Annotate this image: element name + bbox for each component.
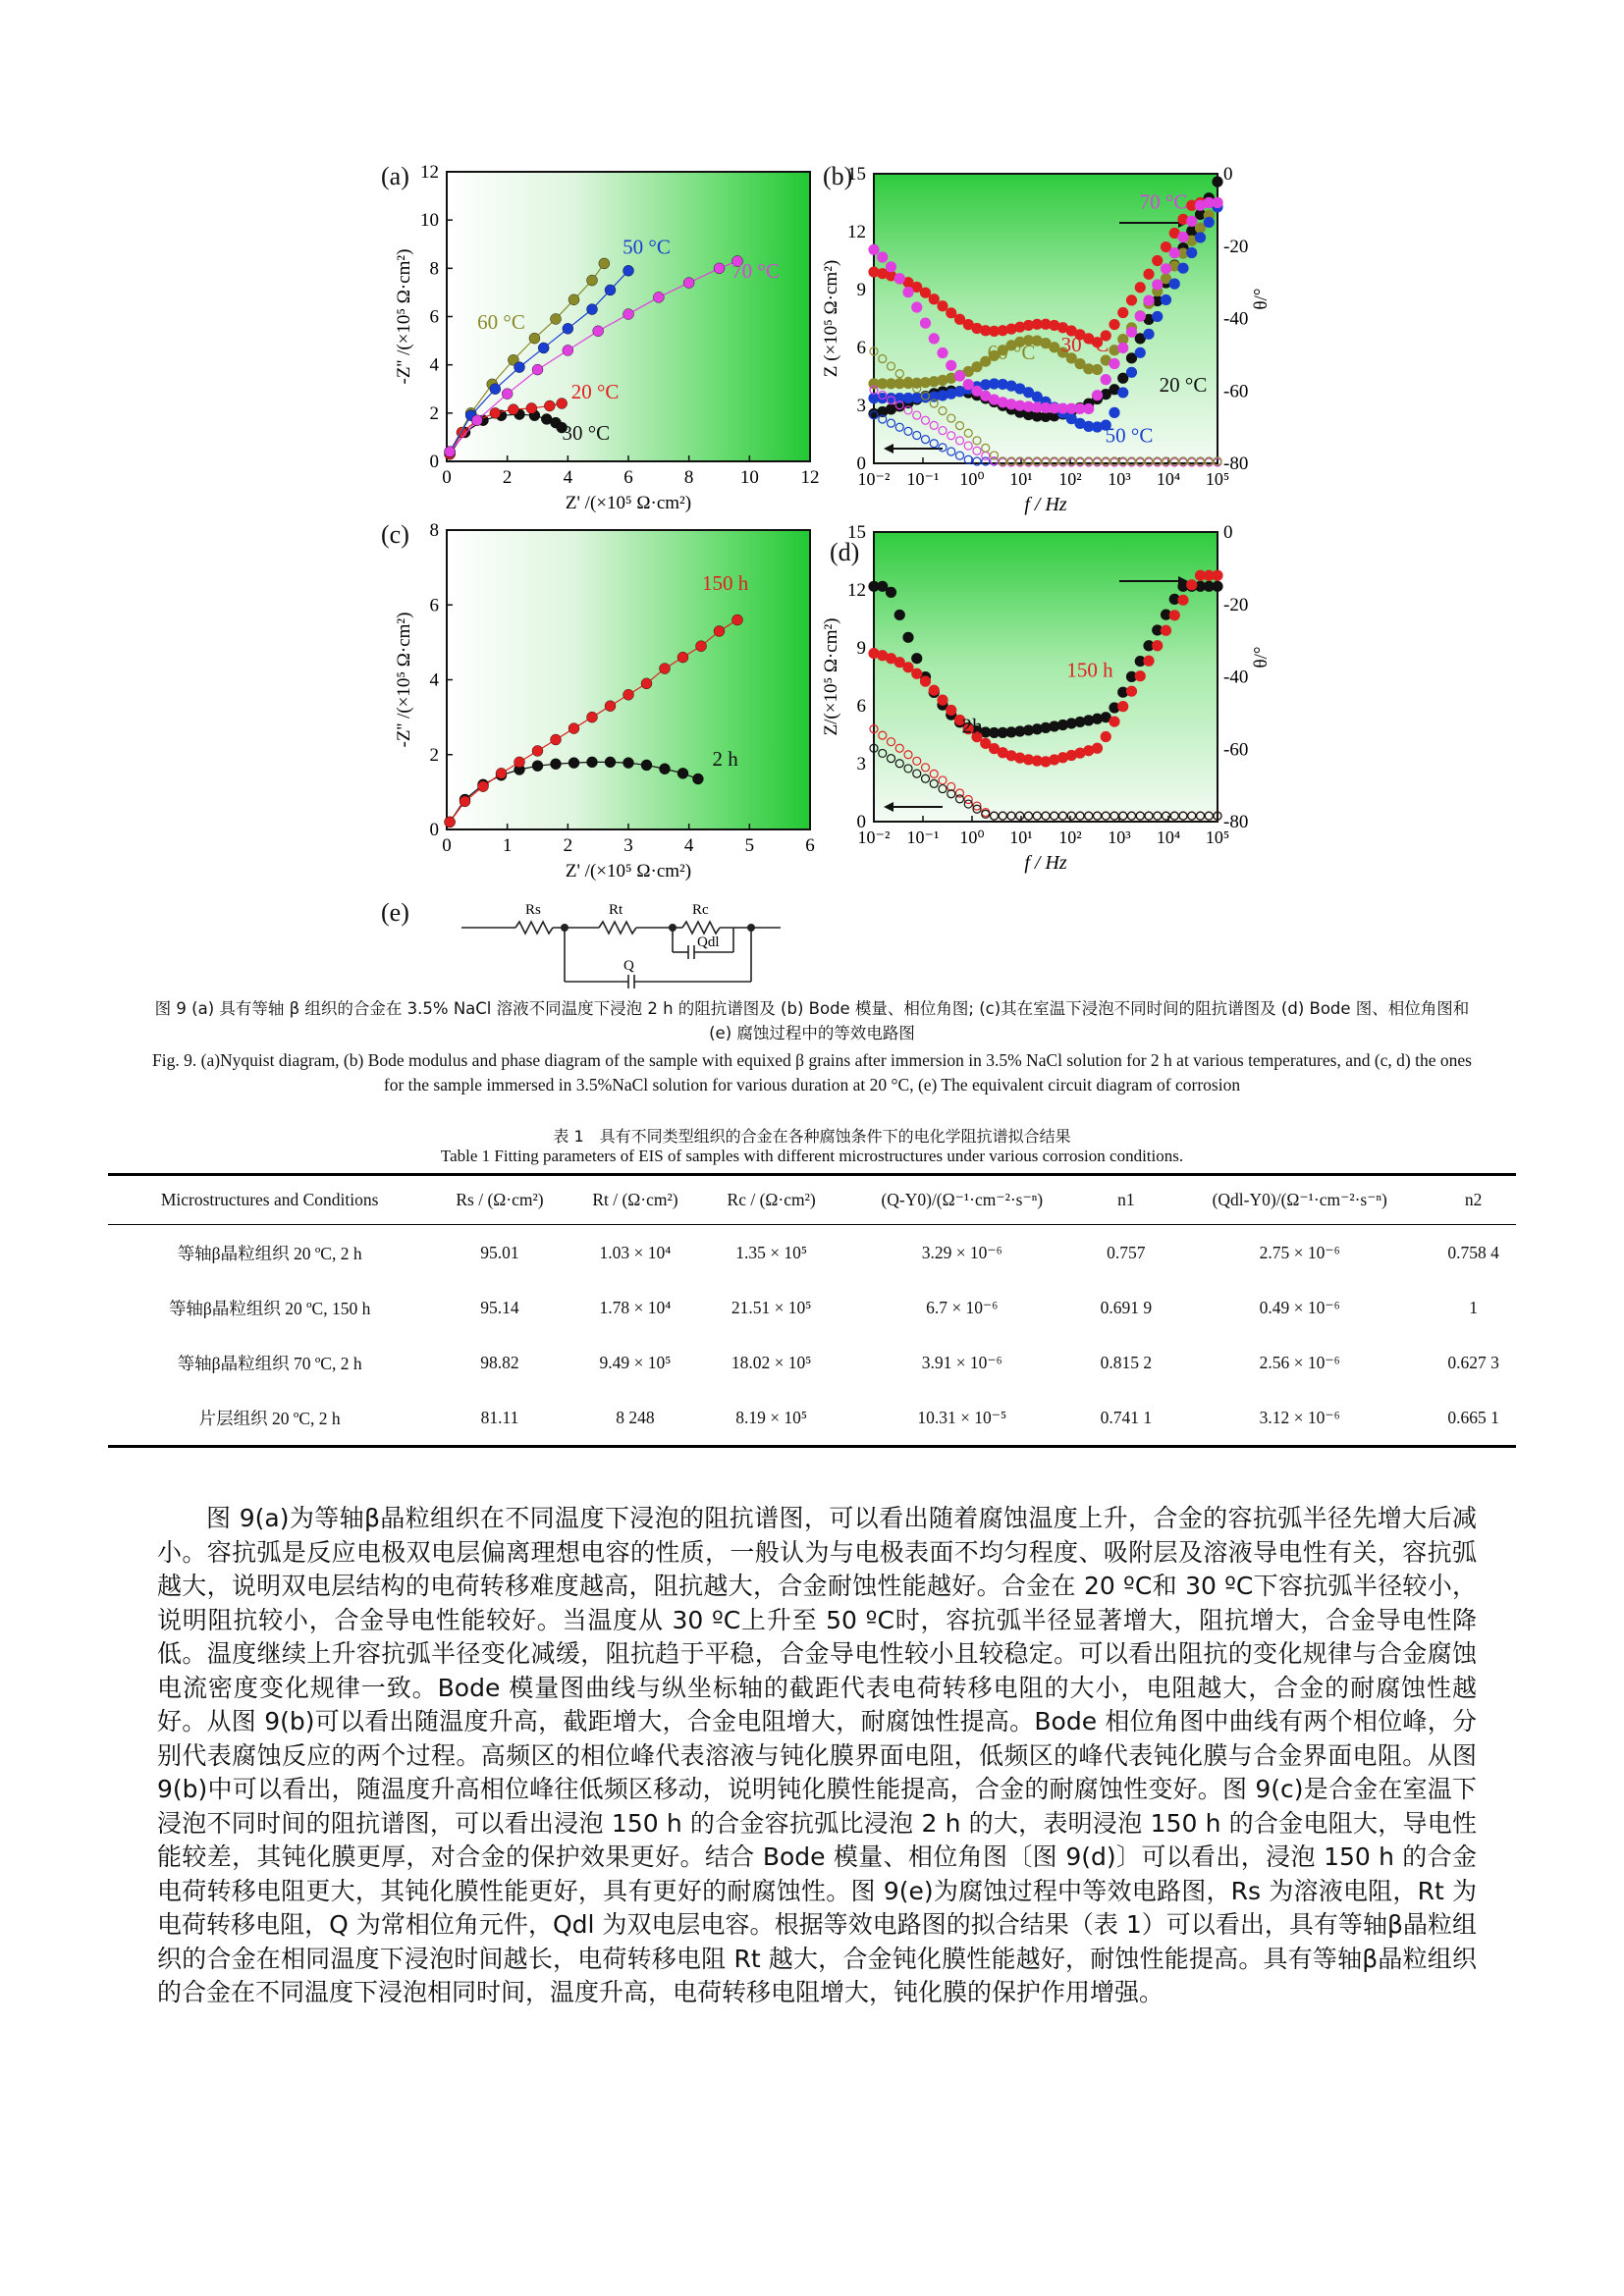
data-point xyxy=(1162,294,1171,304)
x-tick-label: 3 xyxy=(623,835,633,856)
series-label: 20 °C xyxy=(1159,373,1208,398)
x-tick-label: 8 xyxy=(683,467,694,488)
data-point xyxy=(947,308,956,318)
table-cell: 3.29 × 10⁻⁶ xyxy=(921,1242,1002,1262)
data-point xyxy=(587,757,598,768)
x-tick-label: 10⁻¹ xyxy=(906,469,940,489)
data-point xyxy=(1093,743,1103,753)
data-point xyxy=(532,761,543,772)
y-right-tick-label: -80 xyxy=(1223,812,1249,832)
table-cell: 0.691 9 xyxy=(1100,1297,1153,1317)
table-header: (Qdl-Y0)/(Ω⁻¹·cm⁻²·s⁻ⁿ) xyxy=(1168,1175,1431,1225)
table-cell: 1 xyxy=(1469,1297,1478,1317)
data-point xyxy=(903,288,913,297)
table-cell: 95.14 xyxy=(480,1297,519,1317)
x-tick-label: 10⁰ xyxy=(959,828,985,847)
x-tick-label: 10² xyxy=(1058,828,1082,847)
chart-a xyxy=(373,162,835,530)
y-tick-label: 12 xyxy=(847,580,866,601)
table-row xyxy=(108,1335,1516,1390)
data-point xyxy=(478,781,489,792)
data-point xyxy=(947,360,956,370)
data-point xyxy=(677,768,688,778)
circuit-label-rt: Rt xyxy=(609,902,623,918)
y-tick-label: 15 xyxy=(847,164,866,185)
data-point xyxy=(653,292,664,302)
data-point xyxy=(1127,367,1137,377)
data-point xyxy=(660,764,671,774)
x-tick-label: 10⁴ xyxy=(1156,469,1181,489)
x-tick-label: 6 xyxy=(805,835,815,856)
data-point xyxy=(623,758,634,769)
x-tick-label: 2 xyxy=(563,835,573,856)
y-tick-label: 4 xyxy=(429,354,439,376)
table-cell: 81.11 xyxy=(431,1390,568,1447)
x-tick-label: 10⁴ xyxy=(1156,828,1181,847)
table-header: Rs / (Ω·cm²) xyxy=(431,1175,568,1225)
data-point xyxy=(587,275,598,286)
series-label: 50 °C xyxy=(1105,423,1154,448)
data-point xyxy=(563,345,573,355)
data-point xyxy=(887,262,896,272)
data-point xyxy=(460,796,470,807)
data-point xyxy=(544,400,555,411)
x-axis-label: Z' /(×10⁵ Ω·cm²) xyxy=(565,493,692,513)
data-point xyxy=(1187,216,1197,226)
table-header: (Q-Y0)/(Ω⁻¹·cm⁻²·s⁻ⁿ) xyxy=(840,1175,1083,1225)
table-cell: 1.35 × 10⁵ xyxy=(735,1242,808,1262)
data-point xyxy=(1110,320,1119,330)
table-cell: 21.51 × 10⁵ xyxy=(731,1297,812,1317)
x-tick-label: 1 xyxy=(502,835,513,856)
x-tick-label: 10³ xyxy=(1108,828,1131,847)
data-point xyxy=(623,689,634,700)
table-cell: 0.815 2 xyxy=(1100,1352,1153,1372)
table-cell: 3.12 × 10⁻⁶ xyxy=(1168,1390,1431,1447)
data-point xyxy=(1101,732,1110,742)
data-point xyxy=(526,402,537,413)
data-point xyxy=(1135,671,1145,681)
table-cell: 98.82 xyxy=(480,1352,519,1372)
y-right-axis-label: θ/° xyxy=(1251,288,1272,310)
data-point xyxy=(1101,375,1110,385)
data-point xyxy=(696,641,707,652)
data-point xyxy=(1110,717,1119,726)
data-point xyxy=(529,333,540,344)
chart-c xyxy=(373,520,835,893)
figure-caption-en: Fig. 9. (a)Nyquist diagram, (b) Bode modulus and phase diagram of the sample with equixed β grains after immersion in 3.5% NaCl solution for 2 h at various temperatures, and (c, d) the ones for the sample immersed in 3.5%NaCl solution for various duration at 20 °C, (e) The equivalent circuit diagram of corrosion xyxy=(152,1050,1472,1095)
data-point xyxy=(641,760,652,771)
data-point xyxy=(1204,217,1214,227)
data-point xyxy=(514,362,525,373)
data-point xyxy=(532,745,543,756)
data-point xyxy=(1118,388,1128,398)
data-point xyxy=(929,294,939,304)
data-point xyxy=(1127,327,1137,337)
data-point xyxy=(1213,570,1222,580)
y-tick-label: 12 xyxy=(420,162,439,183)
data-point xyxy=(869,244,879,254)
data-point xyxy=(972,362,982,372)
data-point xyxy=(1187,248,1197,258)
table-cell: 2.75 × 10⁻⁶ xyxy=(1259,1242,1340,1262)
x-tick-label: 6 xyxy=(623,467,633,488)
series-label: 50 °C xyxy=(623,235,671,259)
data-point xyxy=(568,723,579,734)
data-point xyxy=(623,309,634,320)
series-label: 70 °C xyxy=(1139,189,1188,214)
chart-d xyxy=(815,520,1276,893)
data-point xyxy=(1169,248,1179,258)
y-right-tick-label: -60 xyxy=(1223,381,1249,402)
table-cell: 0.741 1 xyxy=(1083,1390,1168,1447)
data-point xyxy=(557,399,568,409)
y-tick-label: 15 xyxy=(847,522,866,543)
y-tick-label: 10 xyxy=(420,210,439,232)
data-point xyxy=(878,581,888,591)
y-right-tick-label: -40 xyxy=(1223,667,1249,688)
data-point xyxy=(1135,283,1145,293)
x-tick-label: 10⁻¹ xyxy=(906,828,940,847)
data-point xyxy=(490,407,501,418)
data-point xyxy=(1196,233,1206,242)
y-axis-label: Z/(×10⁵ Ω·cm²) xyxy=(821,617,841,736)
data-point xyxy=(445,447,456,457)
series-label: 150 h xyxy=(1066,658,1113,682)
data-point xyxy=(1178,233,1188,242)
x-tick-label: 5 xyxy=(744,835,755,856)
data-point xyxy=(1118,373,1128,383)
data-point xyxy=(912,654,922,664)
data-point xyxy=(587,712,598,722)
y-right-axis-label: θ/° xyxy=(1251,646,1272,668)
x-axis-label: f / Hz xyxy=(1024,494,1067,515)
data-point xyxy=(903,663,913,672)
data-point xyxy=(1162,625,1171,635)
data-point xyxy=(938,695,947,705)
y-tick-label: 0 xyxy=(429,820,439,840)
circuit-label-q: Q xyxy=(623,958,634,974)
x-tick-label: 12 xyxy=(800,467,820,488)
table-cell: 18.02 × 10⁵ xyxy=(731,1352,812,1372)
data-point xyxy=(568,294,579,305)
data-point xyxy=(1118,343,1128,352)
y-tick-label: 9 xyxy=(856,280,866,300)
table-header: Rt / (Ω·cm²) xyxy=(568,1175,703,1225)
data-point xyxy=(568,758,579,769)
data-point xyxy=(1127,295,1137,305)
series-label: 150 h xyxy=(702,571,749,595)
table-cell: 等轴β晶粒组织 70 ºC, 2 h xyxy=(177,1353,362,1373)
y-axis-label: -Z'' /(×10⁵ Ω·cm²) xyxy=(394,612,414,748)
data-point xyxy=(1144,656,1154,666)
y-right-tick-label: -60 xyxy=(1223,739,1249,761)
y-tick-label: 6 xyxy=(856,338,866,358)
data-point xyxy=(1135,311,1145,321)
table-header: n1 xyxy=(1083,1175,1168,1225)
y-right-tick-label: 0 xyxy=(1223,522,1233,543)
table-cell: 1.03 × 10⁴ xyxy=(599,1242,672,1262)
data-point xyxy=(938,301,947,311)
data-point xyxy=(1213,581,1222,591)
y-axis-label: -Z'' /(×10⁵ Ω·cm²) xyxy=(394,248,414,385)
y-tick-label: 8 xyxy=(429,258,439,280)
x-tick-label: 10⁻² xyxy=(857,828,891,847)
series-label: 20 °C xyxy=(570,380,620,404)
data-point xyxy=(714,263,725,274)
table-cell: 8 248 xyxy=(568,1390,703,1447)
data-point xyxy=(1153,311,1163,321)
x-tick-label: 10⁵ xyxy=(1205,469,1230,489)
data-point xyxy=(490,384,501,395)
table-cell: 0.49 × 10⁻⁶ xyxy=(1259,1297,1340,1317)
eis-fitting-table xyxy=(108,1173,1516,1448)
data-point xyxy=(887,587,896,597)
data-point xyxy=(1127,353,1137,363)
table-cell: 10.31 × 10⁻⁵ xyxy=(840,1390,1083,1447)
y-right-tick-label: -80 xyxy=(1223,454,1249,474)
series-label: 60 °C xyxy=(477,309,525,334)
table-cell: 2.56 × 10⁻⁶ xyxy=(1259,1352,1340,1372)
y-tick-label: 8 xyxy=(429,520,439,541)
data-point xyxy=(532,364,543,375)
data-point xyxy=(1144,329,1154,339)
data-point xyxy=(1110,407,1119,417)
chart-b xyxy=(815,162,1276,530)
table-title-en: Table 1 Fitting parameters of EIS of samples with different microstructures under various corrosion conditions. xyxy=(440,1147,1184,1165)
x-tick-label: 10⁻² xyxy=(857,469,891,489)
x-axis-label: Z' /(×10⁵ Ω·cm²) xyxy=(565,861,692,881)
table-row xyxy=(108,1225,1516,1281)
table-row xyxy=(108,1280,1516,1335)
data-point xyxy=(502,389,513,400)
table-cell: 1.78 × 10⁴ xyxy=(599,1297,672,1317)
table-cell: 等轴β晶粒组织 20 ºC, 2 h xyxy=(177,1243,362,1263)
x-tick-label: 10³ xyxy=(1108,469,1131,489)
series-label: 70 °C xyxy=(731,259,780,284)
series-label: 60 °C xyxy=(987,340,1036,364)
data-point xyxy=(1118,308,1128,318)
data-point xyxy=(1153,280,1163,290)
data-point xyxy=(1187,580,1197,590)
x-tick-label: 10⁰ xyxy=(959,469,985,489)
data-point xyxy=(1169,279,1179,289)
data-point xyxy=(587,304,598,315)
body-text xyxy=(157,1502,1477,2010)
y-tick-label: 3 xyxy=(856,754,866,774)
data-point xyxy=(1144,295,1154,305)
table-cell: 9.49 × 10⁵ xyxy=(599,1352,672,1372)
data-point xyxy=(947,705,956,715)
data-point xyxy=(538,343,549,353)
plot-area xyxy=(447,530,810,829)
data-point xyxy=(1153,256,1163,266)
data-point xyxy=(683,278,694,289)
table-cell: 0.758 4 xyxy=(1447,1242,1499,1262)
data-point xyxy=(496,768,507,778)
data-point xyxy=(514,757,525,768)
panel-label-c: (c) xyxy=(381,520,409,549)
x-tick-label: 4 xyxy=(563,467,573,488)
table-row xyxy=(108,1390,1516,1447)
x-tick-label: 4 xyxy=(683,835,694,856)
data-point xyxy=(1135,347,1145,357)
data-point xyxy=(732,614,743,625)
data-point xyxy=(955,371,965,381)
data-point xyxy=(605,757,616,768)
data-point xyxy=(1144,269,1154,279)
x-tick-label: 0 xyxy=(442,467,452,488)
series-label: 2 h xyxy=(712,747,738,772)
data-point xyxy=(1153,641,1163,651)
y-tick-label: 6 xyxy=(856,696,866,717)
data-point xyxy=(551,759,562,770)
circuit-label-qdl: Qdl xyxy=(697,934,720,950)
data-point xyxy=(1162,264,1171,274)
data-point xyxy=(912,302,922,312)
y-tick-label: 6 xyxy=(429,595,439,616)
panel-label-d: (d) xyxy=(830,538,860,566)
data-point xyxy=(508,404,518,415)
data-point xyxy=(1084,403,1094,413)
series-label: 30 °C xyxy=(562,420,611,445)
table-cell: 0.627 3 xyxy=(1447,1352,1499,1372)
data-point xyxy=(599,258,610,269)
data-point xyxy=(963,380,973,390)
data-point xyxy=(1093,365,1103,375)
table-cell: 6.7 × 10⁻⁶ xyxy=(926,1297,999,1317)
data-point xyxy=(1127,686,1137,696)
data-point xyxy=(903,632,913,642)
y-tick-label: 0 xyxy=(856,812,866,832)
y-axis-label: Z (×10⁵ Ω·cm²) xyxy=(821,259,841,378)
data-point xyxy=(563,323,573,334)
y-tick-label: 6 xyxy=(429,306,439,328)
y-tick-label: 0 xyxy=(856,454,866,474)
data-point xyxy=(1178,263,1188,273)
data-point xyxy=(1196,223,1206,233)
table-cell: 等轴β晶粒组织 20 ºC, 150 h xyxy=(168,1298,371,1318)
x-tick-label: 10¹ xyxy=(1009,828,1033,847)
y-tick-label: 12 xyxy=(847,222,866,242)
y-tick-label: 2 xyxy=(429,744,439,766)
circuit-label-rs: Rs xyxy=(525,902,541,918)
circuit-e xyxy=(457,898,810,996)
y-tick-label: 2 xyxy=(429,402,439,424)
table-title-cn: 表 1 具有不同类型组织的合金在各种腐蚀条件下的电化学阻抗谱拟合结果 xyxy=(553,1127,1071,1146)
data-point xyxy=(894,610,904,619)
y-right-tick-label: -20 xyxy=(1223,594,1249,615)
y-right-tick-label: 0 xyxy=(1223,164,1233,185)
panel-label-e: (e) xyxy=(381,898,409,927)
table-header: n2 xyxy=(1431,1175,1516,1225)
data-point xyxy=(1213,198,1222,208)
y-tick-label: 0 xyxy=(429,452,439,472)
series-label: 2h xyxy=(961,714,983,738)
x-tick-label: 10⁵ xyxy=(1205,828,1230,847)
figure-caption-cn: 图 9 (a) 具有等轴 β 组织的合金在 3.5% NaCl 溶液不同温度下浸泡 2 h 的阻抗谱图及 (b) Bode 模量、相位角图; (c)其在室温下浸泡不同时间的阻抗谱图及 (d) Bode 图、相位角图和 (e) 腐蚀过程中的等效电路图 xyxy=(154,999,1470,1042)
y-tick-label: 3 xyxy=(856,396,866,416)
x-tick-label: 10² xyxy=(1058,469,1082,489)
x-tick-label: 10 xyxy=(739,467,759,488)
data-point xyxy=(929,685,939,695)
data-point xyxy=(445,817,456,828)
panel-label-b: (b) xyxy=(823,162,853,190)
data-point xyxy=(1093,391,1103,400)
data-point xyxy=(1118,702,1128,712)
data-point xyxy=(660,664,671,674)
body-paragraph: 图 9(a)为等轴β晶粒组织在不同温度下浸泡的阻抗谱图，可以看出随着腐蚀温度上升，合金的容抗弧半径先增大后减小。容抗弧是反应电极双电层偏离理想电容的性质，一般认为与电极表面不均匀程度、吸附层及溶液导电性有关，容抗弧越大，说明双电层结构的电荷转移难度越高，阻抗越大，合金耐蚀性能越好。合金在 20 ºC和 30 ºC下容抗弧半径较小，说明阻抗较小，合金导电性能较好。当温度从 30 ºC上升至 50 ºC时，容抗弧半径显著增大，阻抗增大，合金导电性降低。温度继续上升容抗弧半径变化减缓，阻抗趋于平稳，合金导电性较小且较稳定。可以看出阻抗的变化规律与合金腐蚀电流密度变化规律一致。Bode 模量图曲线与纵坐标轴的截距代表电荷转移电阻的大小，电阻越大，合金的耐腐蚀性越好。从图 9(b)可以看出随温度升高，截距增大，合金电阻增大，耐腐蚀性提高。Bode 相位角图中曲线有两个相位峰，分别代表腐蚀反应的两个过程。高频区的相位峰代表溶液与钝化膜界面电阻，低频区的峰代表钝化膜与合金界面电阻。从图 9(b)中可以看出，随温度升高相位峰往低频区移动，说明钝化膜性能提高，合金的耐腐蚀性变好。图 9(c)是合金在室温下浸泡不同时间的阻抗谱图，可以看出浸泡 150 h 的合金容抗弧比浸泡 2 h 的大，表明浸泡 150 h 的合金电阻大，导电性能较差，其钝化膜更厚，对合金的保护效果更好。结合 Bode 模量、相位角图〔图 9(d)〕可以看出，浸泡 150 h 的合金电荷转移电阻更大，其钝化膜性能更好，具有更好的耐腐蚀性。图 9(e)为腐蚀过程中等效电路图，Rs 为溶液电阻，Rt 为电荷转移电阻，Q 为常相位角元件，Qdl 为双电层电容。根据等效电路图的拟合结果（表 1）可以看出，具有等轴β晶粒组织的合金在相同温度下浸泡时间越长，电荷转移电阻 Rt 越大，合金钝化膜性能越好，耐蚀性能提高。具有等轴β晶粒组织的合金在不同温度下浸泡相同时间，温度升高，电荷转移电阻增大，钝化膜的保护作用增强。 xyxy=(157,1504,1477,2006)
y-tick-label: 9 xyxy=(856,638,866,659)
table-header-row xyxy=(108,1175,1516,1225)
data-point xyxy=(714,625,725,636)
data-point xyxy=(1178,595,1188,605)
data-point xyxy=(938,348,947,358)
data-point xyxy=(1110,359,1119,369)
x-tick-label: 10¹ xyxy=(1009,469,1033,489)
table-cell: 3.91 × 10⁻⁶ xyxy=(921,1352,1002,1372)
data-point xyxy=(551,313,562,324)
table-cell: 0.665 1 xyxy=(1431,1390,1516,1447)
x-axis-label: f / Hz xyxy=(1024,852,1067,874)
data-point xyxy=(593,326,604,337)
x-tick-label: 2 xyxy=(502,467,513,488)
data-point xyxy=(692,774,703,784)
data-point xyxy=(921,676,931,686)
data-point xyxy=(551,734,562,745)
data-point xyxy=(605,701,616,712)
data-point xyxy=(471,415,482,426)
data-point xyxy=(641,678,652,689)
table-cell: 0.757 xyxy=(1107,1242,1146,1262)
table-cell: 片层组织 20 ºC, 2 h xyxy=(108,1390,431,1447)
panel-label-a: (a) xyxy=(381,162,409,190)
x-tick-label: 0 xyxy=(442,835,452,856)
y-tick-label: 4 xyxy=(429,669,439,691)
table-header: Rc / (Ω·cm²) xyxy=(702,1175,840,1225)
table-header: Microstructures and Conditions xyxy=(108,1175,431,1225)
data-point xyxy=(921,288,931,297)
circuit-label-rc: Rc xyxy=(692,902,709,918)
data-point xyxy=(605,285,616,295)
data-point xyxy=(894,274,904,284)
data-point xyxy=(929,334,939,344)
data-point xyxy=(878,252,888,262)
series-label: 30 °C xyxy=(1060,332,1110,356)
data-point xyxy=(921,318,931,328)
data-point xyxy=(623,265,634,276)
table-cell: 8.19 × 10⁵ xyxy=(702,1390,840,1447)
table-cell: 95.01 xyxy=(480,1242,519,1262)
data-point xyxy=(1169,611,1179,620)
data-point xyxy=(912,668,922,678)
data-point xyxy=(677,652,688,663)
data-point xyxy=(1162,242,1171,252)
data-point xyxy=(1213,177,1222,187)
y-right-tick-label: -40 xyxy=(1223,308,1249,330)
y-right-tick-label: -20 xyxy=(1223,236,1249,257)
